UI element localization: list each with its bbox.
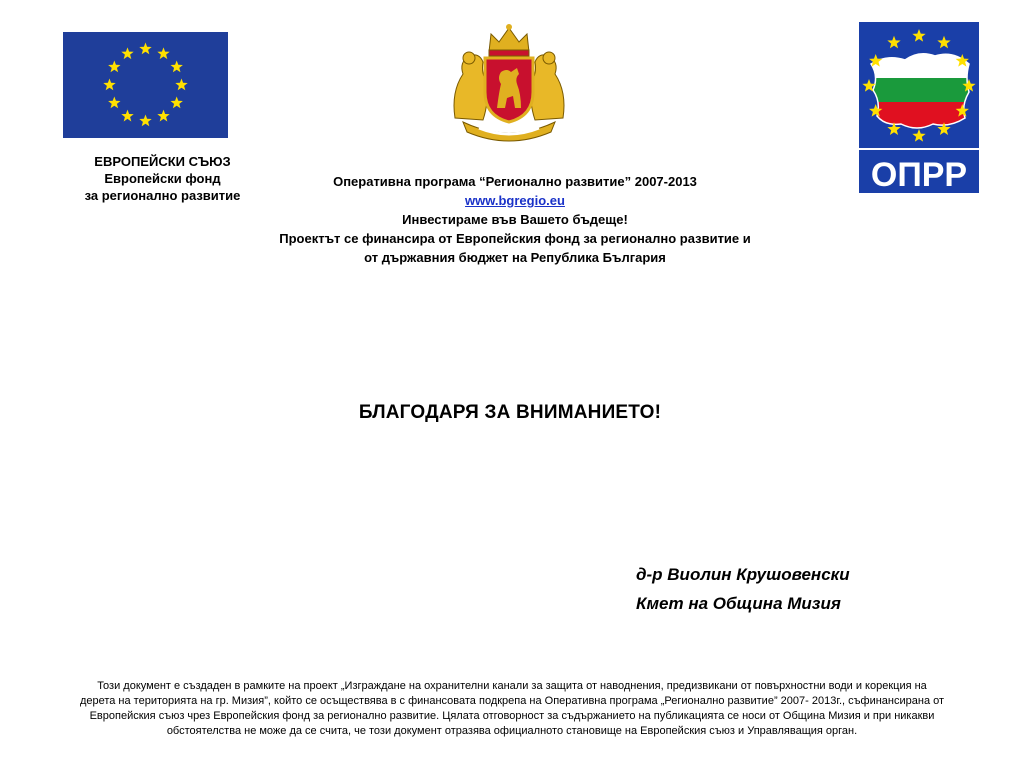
disclaimer-line-4: обстоятелства не може да се счита, че този документ отразява официалното становище на Европейския съюз и Управляващия орган.: [166, 725, 858, 737]
bulgarian-coat-of-arms-icon: [445, 22, 573, 142]
bgregio-link[interactable]: www.bgregio.eu: [465, 193, 565, 208]
disclaimer-text: [40, 679, 984, 739]
oprr-logo-caption: ОПРР: [870, 156, 968, 194]
eu-union-label: ЕВРОПЕЙСКИ СЪЮЗ: [94, 154, 231, 169]
eu-fund-purpose-label: за регионално развитие: [84, 188, 241, 203]
program-title: Оперативна програма “Регионално развитие” 2007-2013: [333, 174, 697, 189]
disclaimer-line-1: Този документ е създаден в рамките на проект „Изграждане на охранителни канали за защита от наводнения, предизвикани от повърхностни води и корекция на: [97, 680, 927, 692]
program-info-block: [230, 172, 800, 267]
eu-fund-label: Европейски фонд: [104, 171, 221, 186]
program-motto: Инвестираме във Вашето бъдеще!: [402, 212, 628, 227]
disclaimer-line-3: Европейския съюз чрез Европейския фонд за регионално развитие. Цялата отговорност за съдържанието на публикацията се носи от Община Мизия и при никакви: [89, 710, 935, 722]
oprr-logo-icon: [857, 20, 981, 195]
signature-block: [636, 560, 936, 618]
funding-line-1: Проектът се финансира от Европейския фонд за регионално развитие и: [279, 231, 751, 246]
funding-line-2: от държавния бюджет на Република България: [364, 250, 666, 265]
thanks-heading: БЛАГОДАРЯ ЗА ВНИМАНИЕТО!: [358, 402, 662, 423]
eu-flag-icon: [63, 32, 228, 138]
signature-position: Кмет на Община Мизия: [636, 594, 841, 613]
signature-name: д-р Виолин Крушовенски: [636, 565, 850, 584]
disclaimer-line-2: дерета на територията на гр. Мизия”, който се осъществява в с финансовата подкрепа на Оперативна програма „Регионално развитие” 2007- 2013г., съфинансирана от: [79, 695, 945, 707]
